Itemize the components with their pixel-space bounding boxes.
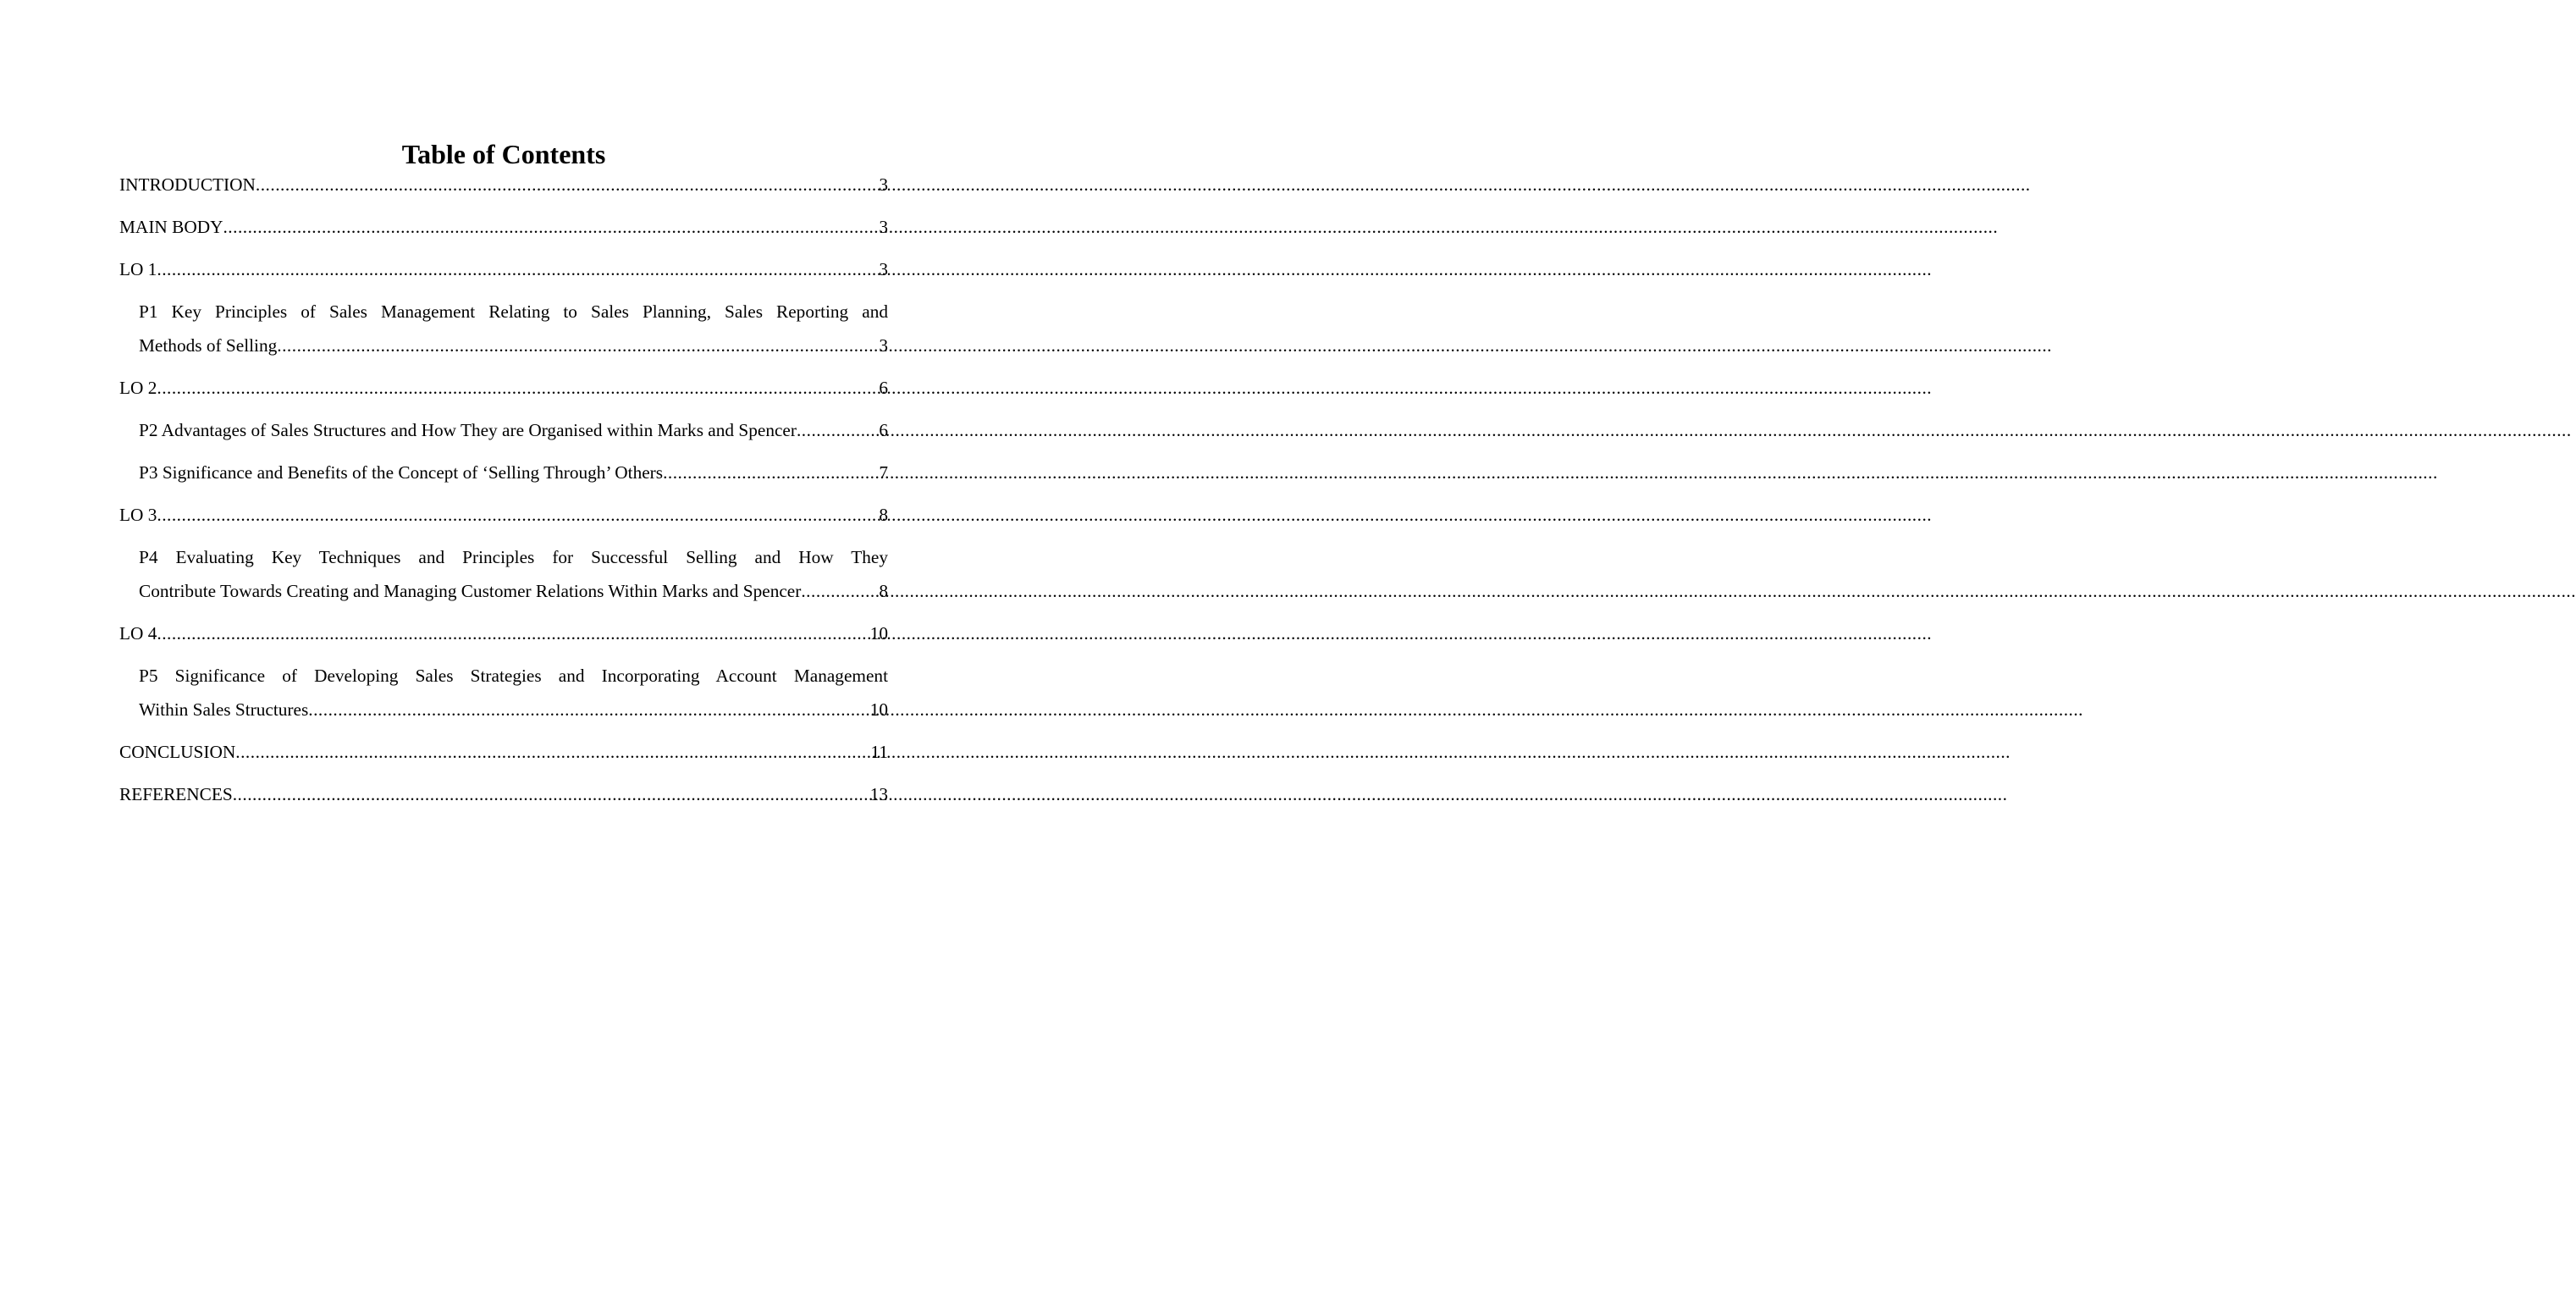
toc-page-number: 6: [879, 420, 888, 440]
toc-entry-line: [119, 168, 888, 202]
dot-leader: [801, 574, 879, 608]
toc-entry-line: [119, 210, 888, 244]
toc-entry-line: [139, 574, 888, 608]
toc-entry[interactable]: [119, 540, 888, 608]
toc-entry-line: [119, 735, 888, 769]
toc-page-number: 7: [879, 462, 888, 483]
toc-entry-line: [119, 252, 888, 286]
toc-entry-text: LO 2: [119, 378, 157, 398]
toc-entry-text: P3 Significance and Benefits of the Concept of ‘Selling Through’ Others: [139, 462, 664, 483]
dot-leader: [233, 777, 870, 811]
toc-entry-text: LO 3: [119, 505, 157, 525]
dot-leader: [277, 329, 879, 362]
dot-leader: [797, 413, 879, 447]
toc-entry[interactable]: [119, 252, 888, 286]
toc-entry-text: Within Sales Structures: [139, 699, 309, 720]
dot-leader: [308, 693, 869, 727]
toc-entry-line: [119, 498, 888, 532]
toc-entry[interactable]: [119, 498, 888, 532]
toc-page-number: 3: [879, 217, 888, 237]
toc-entry-text: CONCLUSION: [119, 742, 236, 762]
toc-page-number: 13: [869, 784, 888, 804]
toc-entry-text: Contribute Towards Creating and Managing Customer Relations Within Marks and Spencer: [139, 581, 802, 601]
toc-page-number: 3: [879, 335, 888, 356]
toc-page-number: 8: [879, 581, 888, 601]
toc-entry-text: LO 4: [119, 623, 157, 644]
toc-title: Table of Contents: [401, 139, 606, 169]
toc-entry-text: P2 Advantages of Sales Structures and How They are Organised within Marks and Spencer: [139, 420, 797, 440]
toc-entry-line: [139, 456, 888, 489]
toc-entry[interactable]: [119, 295, 888, 362]
dot-leader: [663, 456, 879, 489]
toc-entry[interactable]: [119, 456, 888, 489]
toc-entry[interactable]: [119, 777, 888, 811]
toc-entry-line: [119, 777, 888, 811]
toc-list: [119, 168, 888, 820]
toc-entry-text: REFERENCES: [119, 784, 233, 804]
toc-page-number: 3: [879, 259, 888, 279]
toc-entry-text: Methods of Selling: [139, 335, 278, 356]
toc-entry-text: P4 Evaluating Key Techniques and Principles for Successful Selling and How They: [139, 547, 888, 567]
dot-leader: [157, 252, 879, 286]
toc-entry[interactable]: [119, 210, 888, 244]
toc-page-number: 8: [879, 505, 888, 525]
dot-leader: [157, 371, 879, 405]
dot-leader: [235, 735, 870, 769]
document-page: [0, 0, 1007, 1304]
toc-page-number: 11: [870, 742, 888, 762]
dot-leader: [157, 498, 879, 532]
toc-page-number: 3: [879, 174, 888, 195]
toc-entry-line: [139, 413, 888, 447]
toc-entry[interactable]: [119, 413, 888, 447]
toc-entry-line: [119, 371, 888, 405]
toc-entry-text: INTRODUCTION: [119, 174, 256, 195]
toc-entry-line: [139, 693, 888, 727]
toc-page-number: 6: [879, 378, 888, 398]
toc-entry-line: [119, 616, 888, 650]
toc-entry-text: LO 1: [119, 259, 157, 279]
dot-leader: [157, 616, 869, 650]
toc-entry-line: [139, 329, 888, 362]
toc-entry-text: P5 Significance of Developing Sales Strategies and Incorporating Account Management: [139, 666, 888, 686]
toc-entry[interactable]: [119, 659, 888, 727]
dot-leader: [223, 210, 879, 244]
toc-entry[interactable]: [119, 371, 888, 405]
toc-entry[interactable]: [119, 616, 888, 650]
toc-page-number: 10: [869, 699, 888, 720]
toc-entry[interactable]: [119, 735, 888, 769]
toc-entry-text: MAIN BODY: [119, 217, 223, 237]
dot-leader: [256, 168, 879, 202]
toc-page-number: 10: [869, 623, 888, 644]
toc-entry-text: P1 Key Principles of Sales Management Relating to Sales Planning, Sales Reporting and: [139, 301, 888, 322]
toc-entry[interactable]: [119, 168, 888, 202]
